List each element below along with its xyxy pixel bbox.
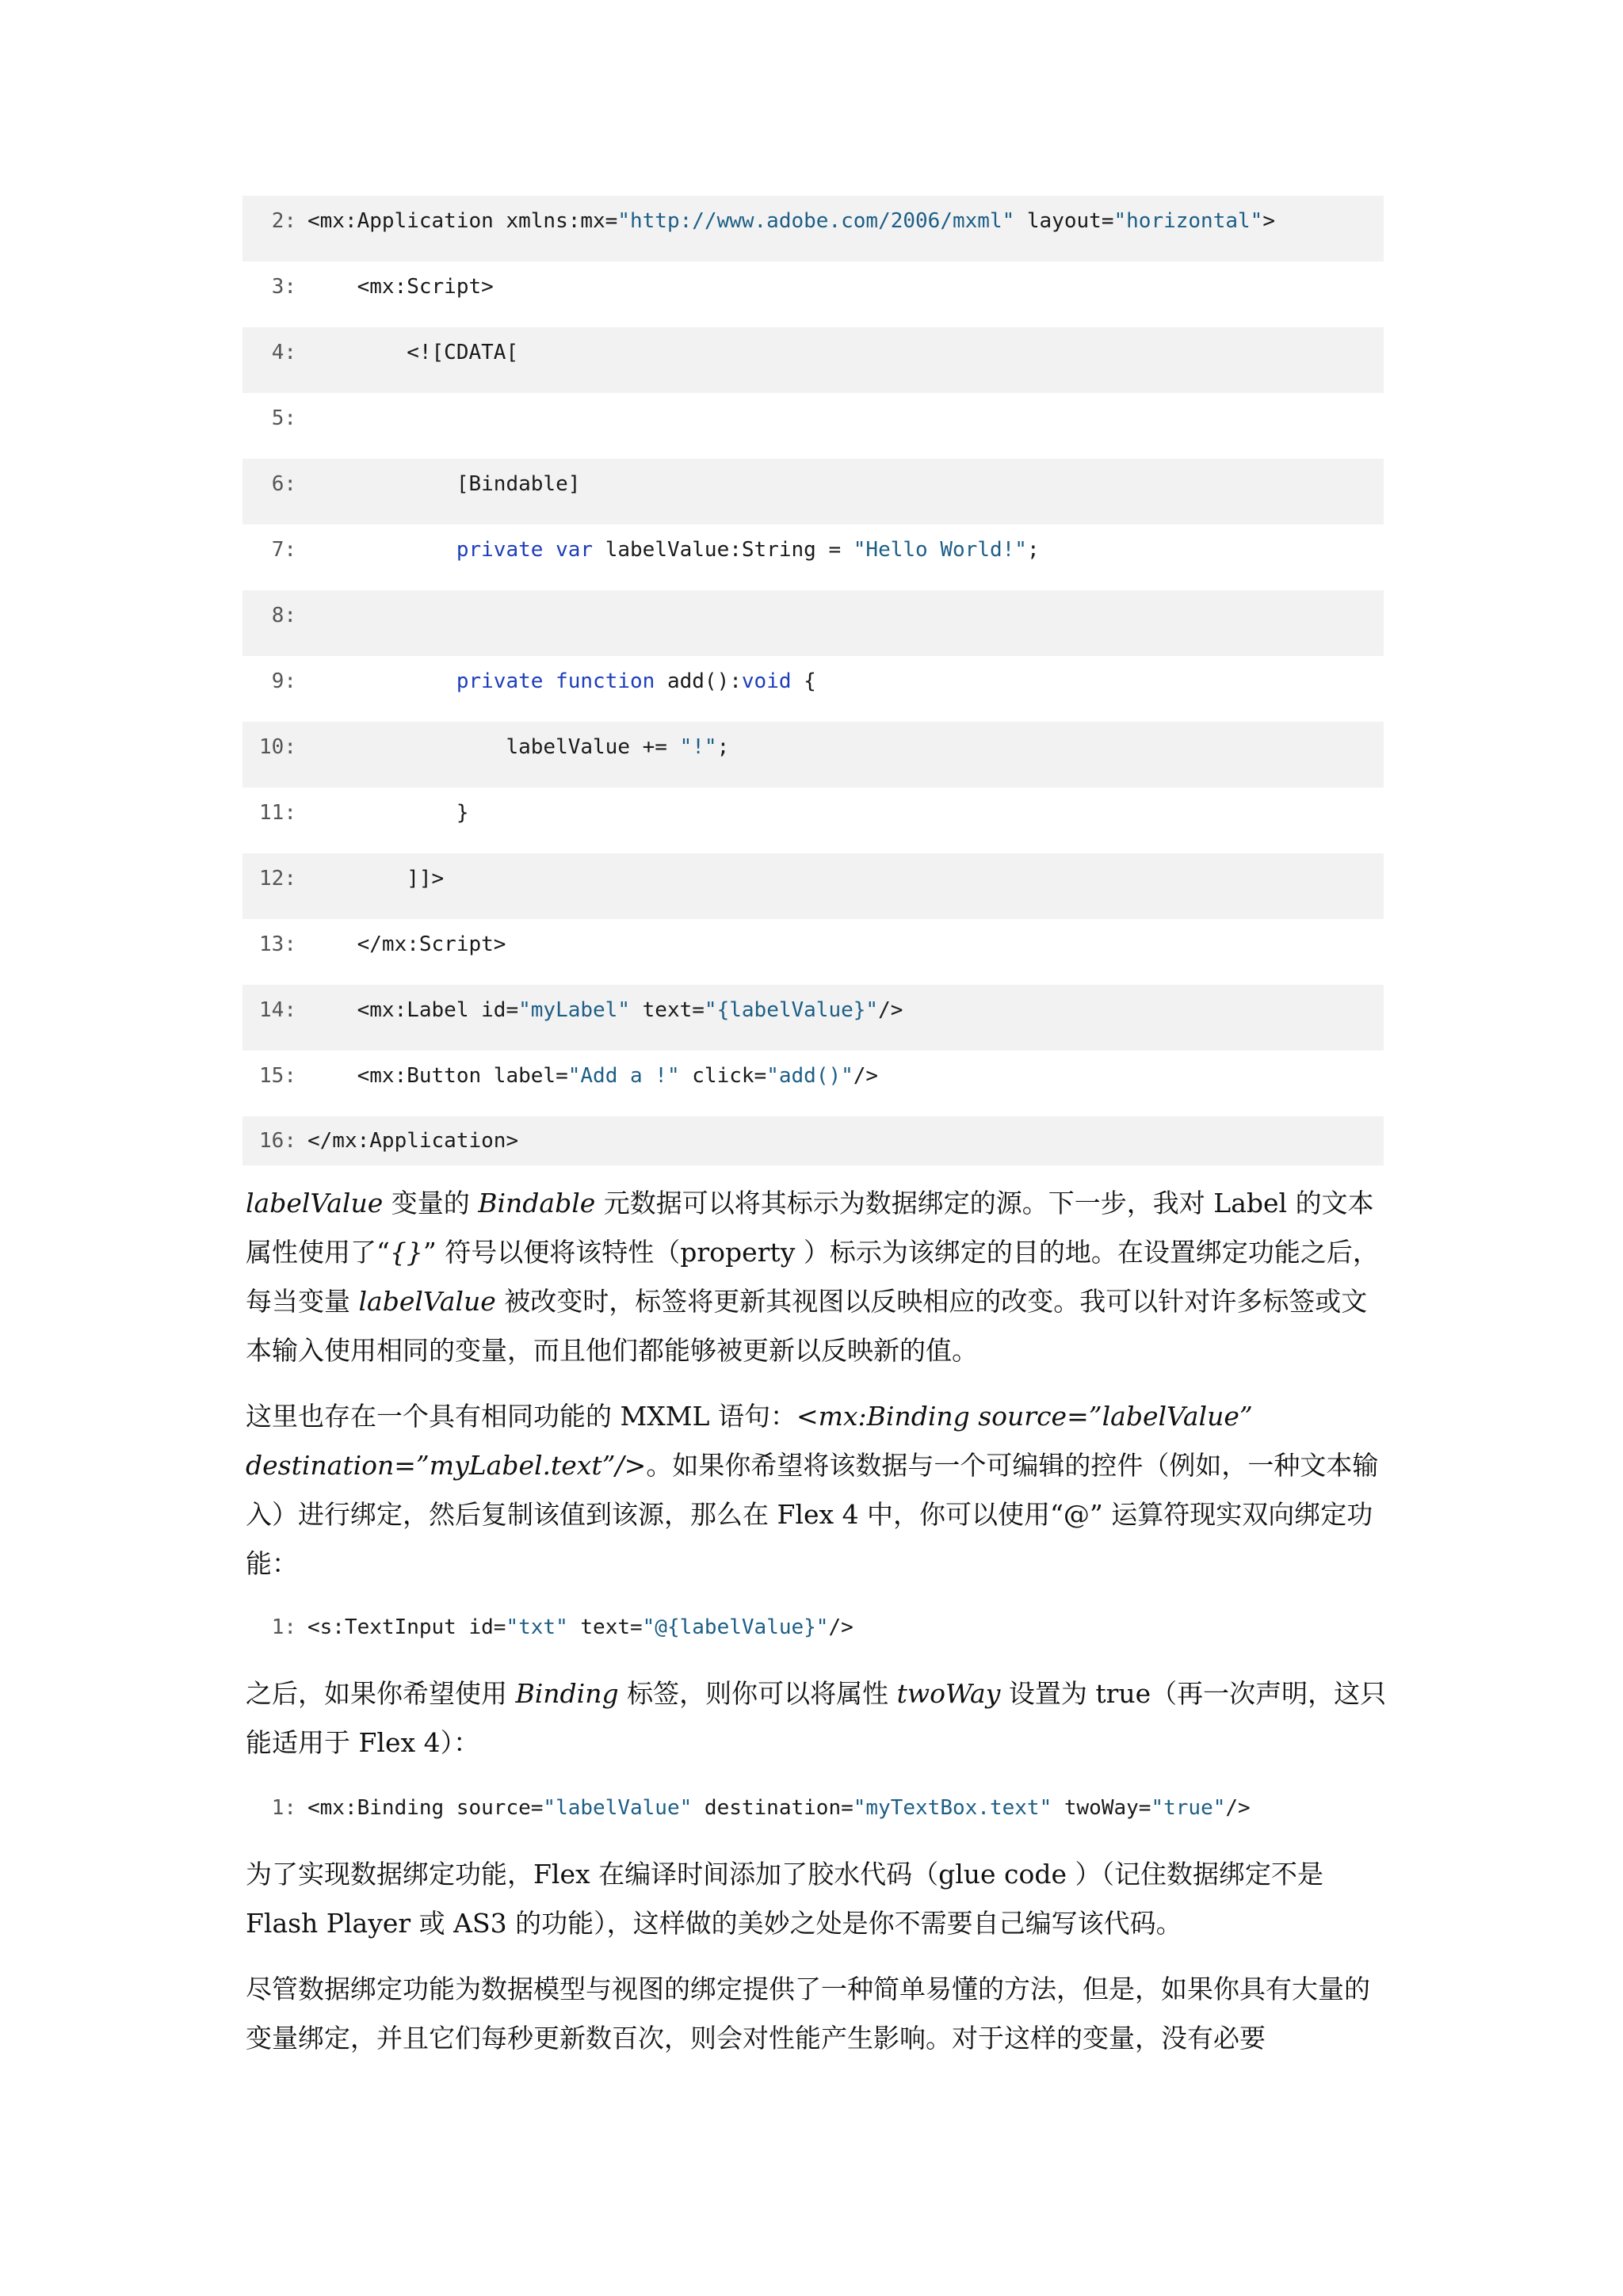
- italic-term: twoWay: [896, 1678, 1001, 1709]
- text-span: 设置为 true（再一次声明，这只能适用于 Flex 4）：: [246, 1678, 1387, 1758]
- line-number: 3:: [271, 275, 296, 299]
- code-text: [307, 261, 494, 312]
- code-string: "txt": [506, 1615, 568, 1639]
- code-line: [242, 656, 1384, 722]
- line-number: 1:: [271, 1796, 296, 1820]
- line-number: 5:: [271, 406, 296, 430]
- code-string: "Hello World!": [853, 538, 1027, 562]
- code-string: "true": [1151, 1796, 1226, 1820]
- code-string: "myTextBox.text": [853, 1796, 1052, 1820]
- code-token: ;: [1026, 538, 1040, 562]
- code-text: [307, 1783, 1251, 1833]
- code-text: [307, 1116, 518, 1165]
- italic-term: {}: [389, 1237, 423, 1268]
- code-token: add():: [655, 669, 742, 693]
- line-number: 11:: [259, 801, 296, 825]
- code-token: {: [791, 669, 816, 693]
- code-text: [307, 1051, 878, 1101]
- code-token: twoWay=: [1052, 1796, 1151, 1820]
- code-text: [307, 919, 506, 970]
- text-span: 这里也存在一个具有相同功能的 MXML 语句：: [246, 1401, 796, 1432]
- code-text: [307, 722, 729, 772]
- text-span: 标签，则你可以将属性: [618, 1678, 897, 1709]
- code-text: [307, 788, 469, 838]
- line-number: 12:: [259, 867, 296, 891]
- code-keyword: void: [741, 669, 792, 693]
- code-text: [307, 459, 580, 509]
- code-line: [242, 261, 1384, 327]
- line-number: 2:: [271, 209, 296, 233]
- code-line: [242, 524, 1384, 590]
- code-text: [307, 327, 518, 378]
- code-token: </mx:Application>: [307, 1129, 519, 1153]
- code-block-main: [242, 196, 1384, 1165]
- code-keyword: function: [556, 669, 655, 693]
- code-token: >: [1262, 209, 1275, 233]
- code-token: <mx:Label id=: [307, 998, 519, 1022]
- code-line: [242, 788, 1384, 853]
- text-span: 元数据可以将其标示为数据绑定的源。下一步，我对 Label 的文本属性使用了“: [246, 1188, 1374, 1268]
- code-token: />: [828, 1615, 854, 1639]
- code-token: text=: [630, 998, 705, 1022]
- italic-term: labelValue: [246, 1188, 384, 1219]
- code-token: <![CDATA[: [307, 341, 519, 364]
- code-token: labelValue +=: [307, 735, 680, 759]
- line-number: 4:: [271, 341, 296, 364]
- code-token: <s:TextInput id=: [307, 1615, 506, 1639]
- line-number: 10:: [259, 735, 296, 759]
- code-string: "horizontal": [1113, 209, 1263, 233]
- italic-term: Bindable: [478, 1188, 596, 1219]
- code-token: [Bindable]: [307, 472, 581, 496]
- code-block-binding-twoway: [242, 1783, 1384, 1833]
- line-number: 16:: [259, 1129, 296, 1153]
- code-token: [543, 538, 556, 562]
- code-string: "myLabel": [518, 998, 630, 1022]
- code-keyword: private: [456, 669, 544, 693]
- code-line: [242, 1602, 1384, 1653]
- line-number: 1:: [271, 1615, 296, 1639]
- code-token: <mx:Application xmlns:mx=: [307, 209, 618, 233]
- code-token: ;: [716, 735, 730, 759]
- text-span: 。如果你希望将该数据与一个可编辑的控件（例如，一种文本输入）进行绑定，然后复制该值到该源，那么在 Flex 4 中，你可以使用“@” 运算符现实双向绑定功能：: [246, 1450, 1379, 1579]
- code-token: [307, 538, 456, 562]
- code-keyword: var: [556, 538, 594, 562]
- code-string: "http://www.adobe.com/2006/mxml": [617, 209, 1015, 233]
- code-token: />: [853, 1064, 879, 1088]
- code-line: [242, 1783, 1384, 1833]
- code-token: />: [878, 998, 903, 1022]
- line-number: 6:: [271, 472, 296, 496]
- code-line: [242, 722, 1384, 788]
- code-block-textinput: [242, 1602, 1384, 1653]
- text-span: 被改变时，标签将更新其视图以反映相应的改变。我可以针对许多标签或文本输入使用相同的变量，而且他们都能够被更新以反映新的值。: [246, 1286, 1368, 1366]
- code-string: "!": [679, 735, 717, 759]
- code-string: "labelValue": [543, 1796, 693, 1820]
- code-token: </mx:Script>: [307, 933, 506, 956]
- code-line: [242, 1051, 1384, 1116]
- code-line: [242, 853, 1384, 919]
- text-span: ” 符号以便将该特性（property ）标示为该绑定的目的地。在设置绑定功能之后，每当变量: [246, 1237, 1379, 1317]
- paragraph-performance: 尽管数据绑定功能为数据模型与视图的绑定提供了一种简单易懂的方法，但是，如果你具有大量的变量绑定，并且它们每秒更新数百次，则会对性能产生影响。对于这样的变量，没有必要: [246, 1974, 1370, 2054]
- code-token: />: [1225, 1796, 1251, 1820]
- code-token: <mx:Script>: [307, 275, 494, 299]
- italic-term: Binding: [515, 1678, 619, 1709]
- code-line: [242, 459, 1384, 524]
- code-token: <mx:Binding source=: [307, 1796, 544, 1820]
- line-number: 8:: [271, 604, 296, 627]
- italic-term: labelValue: [358, 1286, 496, 1317]
- code-line: [242, 1116, 1384, 1165]
- code-string: "{labelValue}": [704, 998, 879, 1022]
- paragraph-mxml-binding: [246, 1392, 1387, 1589]
- code-token: layout=: [1014, 209, 1114, 233]
- code-keyword: private: [456, 538, 544, 562]
- code-line: [242, 327, 1384, 393]
- code-line: [242, 196, 1384, 261]
- code-string: "add()": [766, 1064, 854, 1088]
- code-line: [242, 393, 1384, 459]
- paragraph-twoway: [246, 1669, 1387, 1768]
- code-token: destination=: [692, 1796, 854, 1820]
- code-text: [307, 524, 1040, 575]
- text-span: 之后，如果你希望使用: [246, 1678, 516, 1709]
- code-token: [307, 669, 456, 693]
- line-number: 14:: [259, 998, 296, 1022]
- code-token: }: [307, 801, 469, 825]
- line-number: 7:: [271, 538, 296, 562]
- code-text: [307, 985, 903, 1035]
- paragraph-binding-source: [246, 1179, 1387, 1375]
- line-number: 15:: [259, 1064, 296, 1088]
- code-token: labelValue:String =: [593, 538, 854, 562]
- line-number: 9:: [271, 669, 296, 693]
- code-text: [307, 853, 444, 904]
- code-text: [307, 656, 816, 707]
- code-line: [242, 919, 1384, 985]
- code-token: <mx:Button label=: [307, 1064, 568, 1088]
- line-number: 13:: [259, 933, 296, 956]
- code-token: ]]>: [307, 867, 445, 891]
- paragraph-glue-code: 为了实现数据绑定功能，Flex 在编译时间添加了胶水代码（glue code ）（记住数据绑定不是 Flash Player 或 AS3 的功能），这样做的美妙之处是你不需要自己编写该代码。: [246, 1859, 1324, 1939]
- code-token: click=: [679, 1064, 767, 1088]
- code-token: text=: [567, 1615, 643, 1639]
- code-line: [242, 590, 1384, 656]
- italic-code-inline: <mx:Binding source=”labelValue” destination=”myLabel.text”/>: [246, 1401, 1253, 1481]
- code-string: "@{labelValue}": [642, 1615, 829, 1639]
- code-token: [543, 669, 556, 693]
- code-string: "Add a !": [567, 1064, 680, 1088]
- code-line: [242, 985, 1384, 1051]
- code-text: [307, 196, 1275, 246]
- code-text: [307, 1602, 854, 1653]
- text-span: 变量的: [383, 1188, 479, 1219]
